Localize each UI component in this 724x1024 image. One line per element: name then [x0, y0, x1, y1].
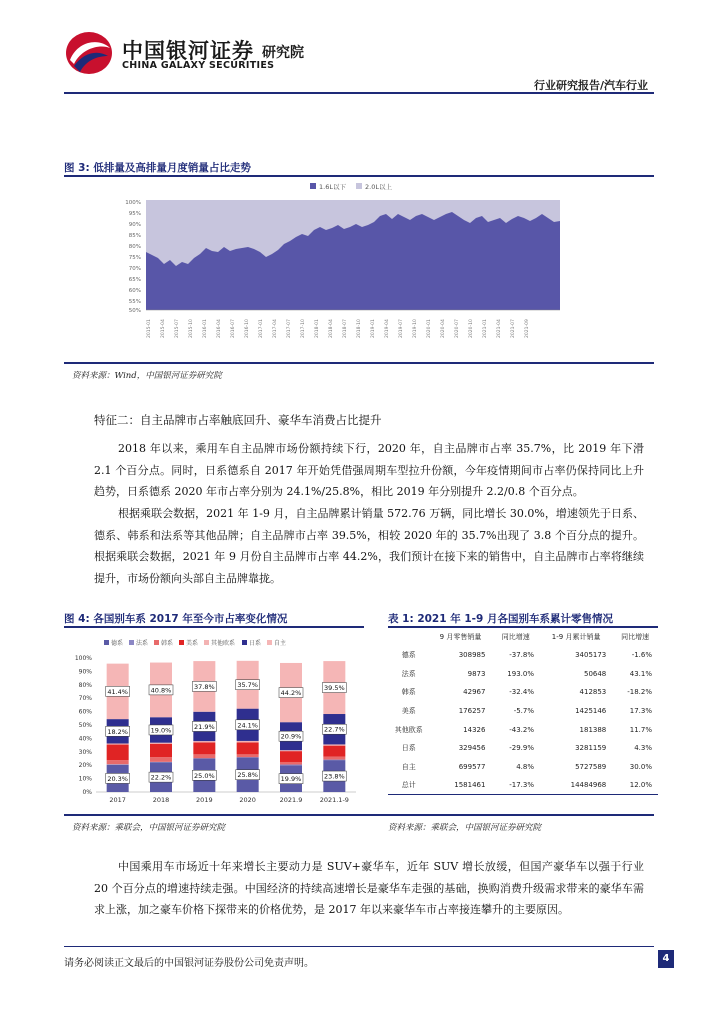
table-cell: -29.9% [509, 744, 534, 753]
figure4-legend [104, 639, 286, 647]
svg-text:2018-07: 2018-07 [343, 319, 348, 338]
figure4-source: 资料来源：乘联会，中国银河证券研究院 [72, 823, 226, 833]
bar-segment [107, 743, 129, 744]
x-tick-label: 2018 [152, 796, 170, 804]
table-row-label: 日系 [401, 744, 416, 753]
y-tick-label: 80% [78, 681, 92, 689]
y-tick-label: 60% [78, 708, 92, 716]
bar-segment [107, 745, 129, 761]
bar-segment [323, 746, 345, 757]
x-tick-label: 2021.1-9 [319, 796, 349, 804]
footer-rule [64, 946, 654, 947]
y-tick-label: 0% [82, 789, 92, 796]
table-row [388, 646, 658, 665]
y-tick-label: 70% [78, 695, 92, 703]
bar-segment [237, 754, 259, 757]
legend-label: 美系 [186, 640, 199, 647]
figure3-title: 图 3: 低排量及高排量月度销量占比走势 [64, 162, 251, 174]
table-cell: 4.8% [516, 762, 534, 771]
svg-text:2020-04: 2020-04 [441, 319, 446, 338]
y-tick-label: 40% [78, 735, 92, 743]
data-label: 41.4% [107, 687, 128, 696]
bar-segment [280, 762, 302, 765]
table-cell: 9873 [467, 669, 486, 678]
svg-text:2016-10: 2016-10 [245, 319, 250, 338]
paragraph-2: 根据乘联会数据，2021 年 1-9 月，自主品牌累计销量 572.76 万辆，同比增长 30.0%，增速领先于日系、德系、韩系和法系等其他品牌；自主品牌市占率 39.5%，相较 2020 年的 35.7%出现了 3.8 个百分点的提升。根据乘联会数据，2021 年 9 月份自主品牌市占率 44.2%，我们预计在接下来的销售中，自主品牌市占率将继续提升，市场份额向头部自主品牌靠拢。 [94, 507, 644, 585]
bar-segment [237, 741, 259, 742]
logo-chinese-name: 中国银河证券 [122, 39, 254, 63]
legend-swatch [154, 640, 159, 645]
table-row-label: 总计 [388, 776, 430, 795]
legend-swatch [104, 640, 109, 645]
report-header [64, 30, 654, 92]
figure4-stacked-bar-chart [64, 628, 364, 808]
table-row [388, 683, 658, 702]
bar-segment [150, 757, 172, 762]
data-label: 24.1% [237, 721, 258, 730]
y-tick-label: 90% [78, 668, 92, 676]
data-label: 20.9% [280, 732, 302, 741]
data-label: 35.7% [237, 681, 258, 690]
figure3-top-rule [64, 175, 654, 177]
table-row [388, 758, 658, 777]
table-cell: 176257 [458, 707, 486, 716]
table-header-cell: 同比增速 [501, 633, 530, 641]
table-header-row [388, 628, 658, 646]
data-label: 22.7% [324, 725, 345, 734]
table-row [388, 739, 658, 758]
table-cell: 1581461 [430, 776, 492, 795]
y-tick-label: 20% [78, 762, 92, 770]
galaxy-logo-icon [64, 30, 114, 76]
svg-text:2017-07: 2017-07 [287, 319, 292, 338]
x-tick-label: 2020 [239, 796, 256, 804]
legend-label: 日系 [249, 640, 262, 647]
table-cell: 3281159 [575, 744, 607, 753]
table-row [388, 665, 658, 684]
svg-text:2017-01: 2017-01 [259, 319, 264, 338]
figure4-bars [106, 661, 347, 792]
bar-segment [280, 765, 302, 766]
bar-segment [150, 743, 172, 744]
report-type: 行业研究报告/汽车行业 [533, 79, 648, 92]
table-cell: -32.4% [509, 688, 534, 697]
table-cell: -18.2% [627, 688, 652, 697]
legend-swatch [129, 640, 134, 645]
y-tick-label: 10% [78, 775, 92, 783]
disclaimer-note: 请务必阅读正文最后的中国银河证券股份公司免责声明。 [64, 958, 314, 969]
table-cell: 12.0% [612, 776, 658, 795]
svg-text:2015-01: 2015-01 [147, 319, 152, 338]
svg-text:2021-07: 2021-07 [511, 319, 516, 338]
svg-text:2018-04: 2018-04 [329, 319, 334, 338]
svg-text:2021-01: 2021-01 [483, 319, 488, 338]
svg-text:2020-10: 2020-10 [469, 319, 474, 338]
table-cell: 329456 [458, 744, 486, 753]
data-label: 25.8% [237, 771, 258, 780]
svg-text:2021-04: 2021-04 [497, 319, 502, 338]
header-rule [64, 92, 654, 94]
svg-text:2015-10: 2015-10 [189, 319, 194, 338]
legend-swatch [267, 640, 272, 645]
svg-text:2015-04: 2015-04 [161, 319, 166, 338]
svg-text:2019-01: 2019-01 [371, 319, 376, 338]
svg-text:2019-04: 2019-04 [385, 319, 390, 338]
bar-segment [280, 750, 302, 751]
figure3-legend [310, 182, 392, 191]
paragraph-3: 中国乘用车市场近十年来增长主要动力是 SUV+豪华车，近年 SUV 增长放缓，但国产豪华车以强于行业 20 个百分点的增速持续走强。中国经济的持续高速增长是豪华车走强的基础，换购消费升级需求带来的豪华车需求上涨，加之豪车价格下探带来的价格优势，是 2017 年以来豪华车市占率接连攀升的主要原因。 [94, 860, 644, 916]
x-tick-label: 2017 [109, 796, 126, 804]
figure4-title: 图 4: 各国别车系 2017 年至今市占率变化情况 [64, 613, 288, 625]
svg-text:100%: 100% [125, 200, 141, 206]
data-label: 44.2% [280, 689, 302, 698]
figure3-area-chart [110, 178, 570, 338]
bar-segment [323, 757, 345, 760]
legend-label: 自主 [274, 640, 287, 647]
legend-label: 德系 [111, 640, 124, 647]
x-tick-label: 2021.9 [279, 796, 303, 804]
svg-text:2019-10: 2019-10 [413, 319, 418, 338]
table-cell: 3405173 [575, 651, 607, 660]
table-cell: 1425146 [575, 707, 607, 716]
data-label: 40.8% [150, 686, 172, 695]
table-row-label: 法系 [401, 669, 416, 678]
table1-title: 表 1: 2021 年 1-9 月各国别车系累计零售情况 [388, 613, 613, 625]
legend-label: 其他欧系 [211, 640, 236, 647]
svg-text:65%: 65% [128, 277, 141, 283]
table-cell: 17.3% [629, 707, 652, 716]
svg-text:2016-07: 2016-07 [231, 319, 236, 338]
table-cell: -1.6% [631, 651, 652, 660]
bar-segment [150, 744, 172, 757]
x-tick-label: 2019 [196, 796, 213, 804]
figure3-source: 资料来源：Wind，中国银河证券研究院 [72, 371, 222, 381]
data-label: 25.0% [194, 771, 215, 780]
svg-text:2021-09: 2021-09 [525, 319, 530, 338]
figure4-x-axis [109, 796, 349, 804]
table-cell: 30.0% [629, 762, 652, 771]
svg-text:2019-07: 2019-07 [399, 319, 404, 338]
svg-text:2017-10: 2017-10 [301, 319, 306, 338]
table-header-cell: 1-9 月累计销量 [551, 633, 601, 641]
legend-swatch-high [356, 183, 362, 189]
logo-english-name: CHINA GALAXY SECURITIES [122, 60, 275, 71]
svg-text:80%: 80% [128, 244, 141, 250]
y-tick-label: 50% [78, 722, 92, 729]
table-row [388, 702, 658, 721]
svg-text:50%: 50% [128, 308, 141, 314]
legend-swatch [242, 640, 247, 645]
table-row [388, 776, 658, 795]
data-label: 18.2% [107, 727, 128, 736]
svg-text:2016-04: 2016-04 [217, 319, 222, 338]
svg-text:60%: 60% [128, 288, 141, 294]
legend-swatch [204, 640, 209, 645]
table-cell: 181388 [579, 725, 607, 734]
legend-swatch [179, 640, 184, 645]
table-row-label: 自主 [401, 762, 416, 771]
table-row-label: 其他欧系 [394, 725, 423, 734]
svg-text:2017-04: 2017-04 [273, 319, 278, 338]
bar-segment [193, 742, 215, 754]
table-cell: 308985 [458, 651, 486, 660]
legend-label-low: 1.6L以下 [319, 183, 346, 191]
data-label: 22.2% [150, 773, 172, 782]
svg-text:2020-01: 2020-01 [427, 319, 432, 338]
table-cell: 43.1% [629, 669, 652, 678]
svg-text:2018-10: 2018-10 [357, 319, 362, 338]
svg-text:90%: 90% [128, 222, 141, 228]
table-cell: 699577 [458, 762, 486, 771]
data-label: 21.9% [194, 722, 215, 731]
svg-text:85%: 85% [128, 233, 141, 239]
table-row-label: 德系 [401, 651, 416, 660]
svg-text:95%: 95% [128, 211, 141, 217]
bar-segment [323, 744, 345, 745]
table-cell: 193.0% [507, 669, 534, 678]
table1-source: 资料来源：乘联会，中国银河证券研究院 [388, 823, 542, 833]
table-cell: -5.7% [513, 707, 534, 716]
bar-segment [107, 760, 129, 764]
table-cell: 11.7% [629, 725, 652, 734]
y-tick-label: 100% [74, 655, 92, 662]
svg-text:2016-01: 2016-01 [203, 319, 208, 338]
table-row-label: 美系 [401, 707, 416, 716]
bar-segment [193, 754, 215, 758]
figure4-bottom-rule [64, 814, 654, 816]
data-label: 23.8% [324, 772, 345, 781]
y-tick-label: 30% [78, 748, 92, 756]
bar-segment [107, 764, 129, 765]
section-heading: 特征二：自主品牌市占率触底回升、豪华车消费占比提升 [94, 413, 382, 427]
svg-text:75%: 75% [128, 255, 141, 261]
institute-name: 研究院 [262, 45, 304, 61]
data-label: 39.5% [324, 684, 345, 693]
data-label: 37.8% [194, 682, 215, 691]
bar-segment [193, 741, 215, 742]
table-cell: -43.2% [509, 725, 534, 734]
svg-text:2020-07: 2020-07 [455, 319, 460, 338]
page-number: 4 [658, 950, 674, 968]
legend-label: 韩系 [161, 640, 174, 647]
data-label: 20.3% [107, 774, 128, 783]
paragraph-1: 2018 年以来，乘用车自主品牌市场份额持续下行，2020 年，自主品牌市占率 35.7%，比 2019 年下滑 2.1 个百分点。同时，日系德系自 2017 年开始凭借强周期车型拉升份额，今年疫情期间市占率仍保持同比上升趋势，日系德系 2020 年市占率分别为 24.1%/25.8%，相比 2019 年分别提升 2.2/0.8 个百分点。 [94, 442, 644, 498]
table-cell: -37.8% [509, 651, 534, 660]
table-cell: 42967 [463, 688, 486, 697]
table-header-cell: 同比增速 [621, 633, 650, 641]
data-label: 19.9% [280, 775, 302, 784]
table-cell: 14484968 [540, 776, 612, 795]
svg-text:2015-07: 2015-07 [175, 319, 180, 338]
svg-text:55%: 55% [128, 299, 141, 305]
bar-segment [323, 760, 345, 761]
table-header-cell: 9 月零售销量 [439, 633, 482, 641]
table-cell: 412853 [579, 688, 607, 697]
legend-label-high: 2.0L以上 [365, 183, 392, 191]
table-cell: 14326 [463, 725, 486, 734]
table1 [388, 628, 658, 795]
figure3-y-axis [125, 200, 141, 314]
table-header-cell [388, 628, 430, 646]
legend-swatch-low [310, 183, 316, 189]
figure3-bottom-rule [64, 362, 654, 364]
table-cell: 5727589 [575, 762, 607, 771]
table-cell: -17.3% [491, 776, 540, 795]
figure3-x-ticks [146, 319, 530, 338]
bar-segment [280, 751, 302, 762]
legend-label: 法系 [136, 640, 149, 647]
table-cell: 50648 [583, 669, 607, 678]
svg-text:2018-01: 2018-01 [315, 319, 320, 338]
table-row-label: 韩系 [401, 688, 416, 697]
data-label: 19.0% [150, 726, 172, 735]
table-row [388, 720, 658, 739]
svg-text:70%: 70% [128, 266, 141, 272]
table-cell: 4.3% [634, 744, 652, 753]
bar-segment [237, 742, 259, 754]
